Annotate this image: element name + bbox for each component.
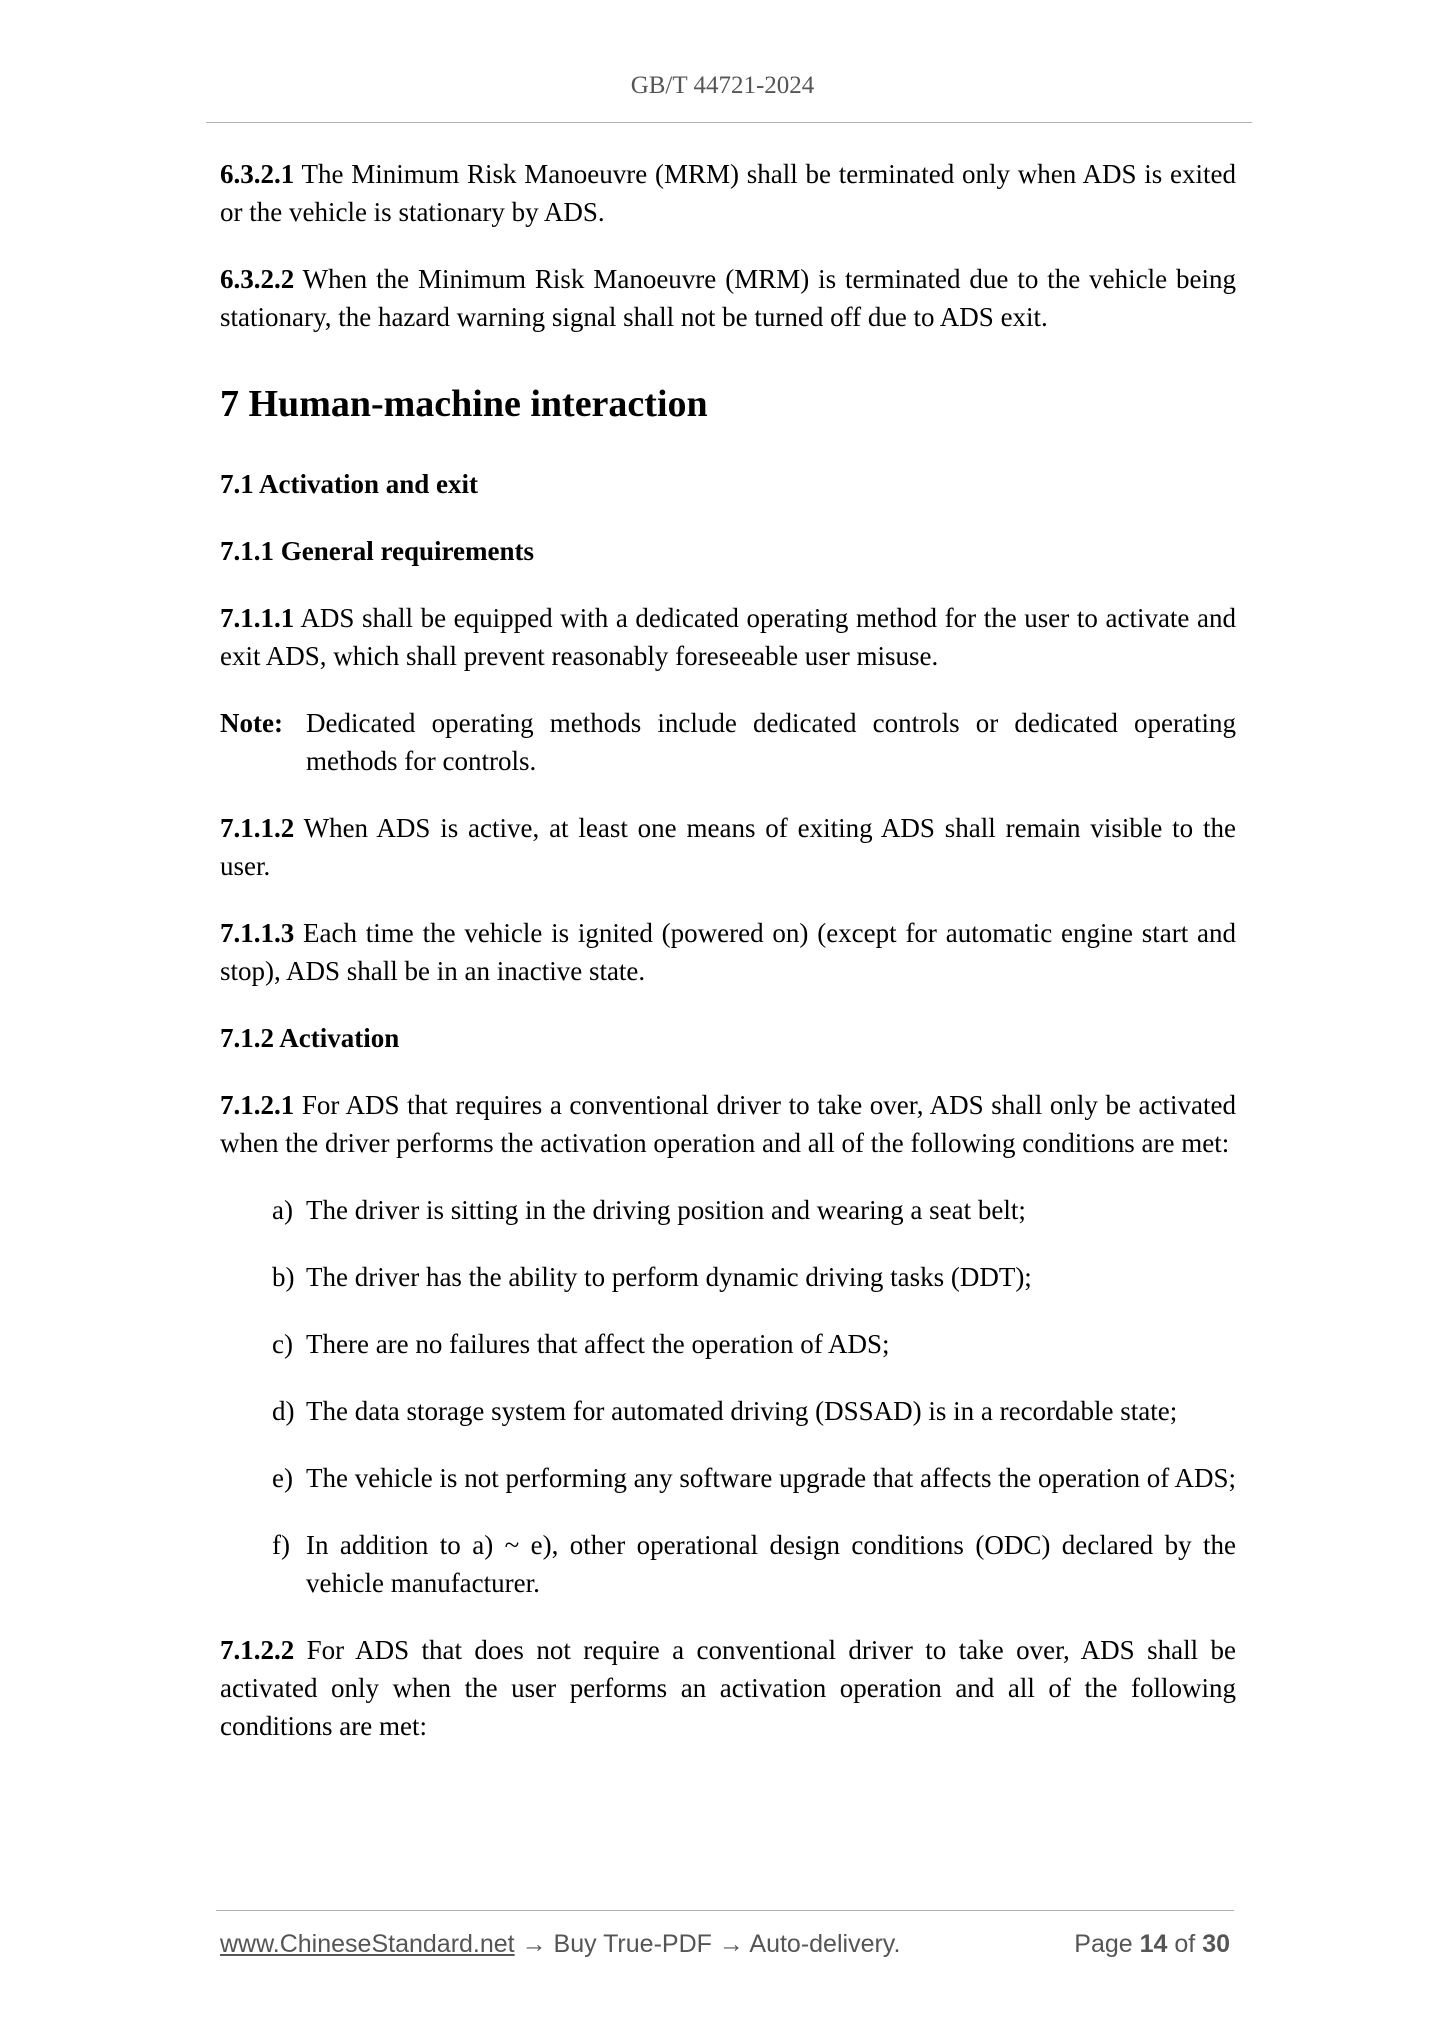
clause-7-1-2-2: [220, 1631, 1236, 1745]
clause-number: 6.3.2.1: [220, 159, 295, 189]
clause-number: 7.1.1.2: [220, 813, 295, 843]
list-item-text: The driver is sitting in the driving position and wearing a seat belt;: [306, 1195, 1026, 1225]
total-pages: 30: [1202, 1930, 1230, 1958]
conditions-list: [220, 1191, 1236, 1602]
header-divider: [206, 122, 1252, 123]
page-indicator: [1074, 1930, 1230, 1959]
list-item: [220, 1459, 1236, 1497]
list-marker: d): [272, 1396, 295, 1426]
list-item-text: The vehicle is not performing any software upgrade that affects the operation of ADS;: [306, 1463, 1236, 1493]
clause-text: For ADS that does not require a conventional driver to take over, ADS shall be activated only when the user performs an activation operation and all of the following conditions are met:: [220, 1635, 1236, 1741]
section-heading-7-1-1: 7.1.1 General requirements: [220, 536, 534, 566]
list-item: [220, 1325, 1236, 1363]
clause-number: 7.1.2.2: [220, 1635, 295, 1665]
clause-text: For ADS that requires a conventional driver to take over, ADS shall only be activated when the driver performs the activation operation and all of the following conditions are met:: [220, 1090, 1236, 1158]
list-marker: b): [272, 1262, 295, 1292]
current-page: 14: [1139, 1930, 1168, 1958]
section-heading-7-1: 7.1 Activation and exit: [220, 469, 479, 499]
clause-number: 7.1.1.3: [220, 918, 295, 948]
list-marker: a): [272, 1195, 293, 1225]
clause-7-1-1-3: [220, 914, 1236, 990]
clause-number: 7.1.2.1: [220, 1090, 295, 1120]
list-item: [220, 1392, 1236, 1430]
clause-text: Each time the vehicle is ignited (powered on) (except for automatic engine start and stop), ADS shall be in an inactive state.: [220, 918, 1236, 986]
list-marker: c): [272, 1329, 293, 1359]
page-label: Page: [1074, 1930, 1140, 1958]
clause-6-3-2-2: [220, 260, 1236, 336]
list-marker: e): [272, 1463, 293, 1493]
page-footer: [220, 1930, 1230, 1959]
list-item-text: The data storage system for automated driving (DSSAD) is in a recordable state;: [306, 1396, 1178, 1426]
footer-promo-text: → Buy True-PDF → Auto-delivery.: [514, 1930, 901, 1958]
footer-promo: [220, 1930, 900, 1959]
list-item-text: There are no failures that affect the operation of ADS;: [306, 1329, 890, 1359]
clause-7-1-1-1: [220, 599, 1236, 675]
clause-number: 6.3.2.2: [220, 264, 295, 294]
note-block: [220, 704, 1236, 780]
clause-text: When ADS is active, at least one means of exiting ADS shall remain visible to the user.: [220, 813, 1236, 881]
footer-divider: [216, 1910, 1234, 1911]
clause-6-3-2-1: [220, 155, 1236, 231]
clause-7-1-1-2: [220, 809, 1236, 885]
list-item: [220, 1258, 1236, 1296]
page-content: [220, 155, 1236, 1774]
section-heading-7-1-2: 7.1.2 Activation: [220, 1023, 400, 1053]
note-label: Note:: [220, 708, 283, 738]
clause-number: 7.1.1.1: [220, 603, 295, 633]
clause-text: ADS shall be equipped with a dedicated operating method for the user to activate and exit ADS, which shall prevent reasonably foreseeable user misuse.: [220, 603, 1236, 671]
list-item-text: In addition to a) ~ e), other operational design conditions (ODC) declared by the vehicle manufacturer.: [306, 1530, 1236, 1598]
list-item: [220, 1191, 1236, 1229]
page-of-label: of: [1167, 1930, 1203, 1958]
clause-text: When the Minimum Risk Manoeuvre (MRM) is terminated due to the vehicle being stationary, the hazard warning signal shall not be turned off due to ADS exit.: [220, 264, 1236, 332]
list-marker: f): [272, 1530, 290, 1560]
website-link[interactable]: www.ChineseStandard.net: [220, 1930, 515, 1958]
list-item: [220, 1526, 1236, 1602]
clause-text: The Minimum Risk Manoeuvre (MRM) shall be terminated only when ADS is exited or the vehicle is stationary by ADS.: [220, 159, 1236, 227]
document-header: GB/T 44721-2024: [630, 72, 815, 99]
list-item-text: The driver has the ability to perform dynamic driving tasks (DDT);: [306, 1262, 1032, 1292]
chapter-heading: 7 Human-machine interaction: [220, 383, 708, 425]
note-text: Dedicated operating methods include dedicated controls or dedicated operating methods for controls.: [306, 708, 1236, 776]
clause-7-1-2-1: [220, 1086, 1236, 1162]
